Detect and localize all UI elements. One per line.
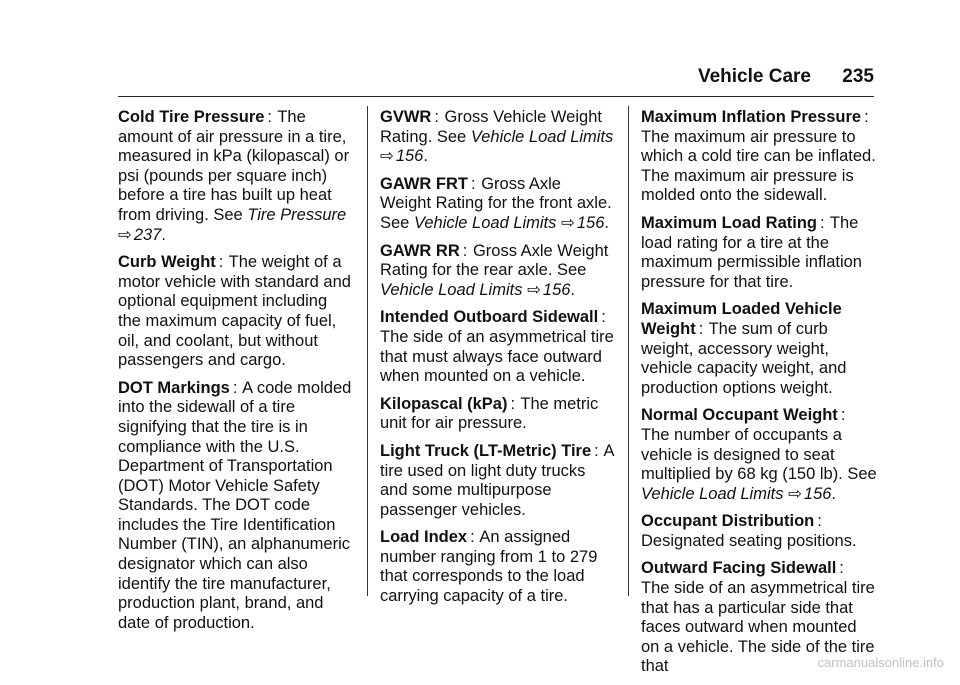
entry-definition: Gross Vehicle Weight Rating. See — [380, 108, 602, 146]
entry-term: Load Index — [380, 528, 468, 547]
entry-definition: The load rating for a tire at the maximum permissible inflation pressure for that tire. — [641, 213, 862, 291]
cross-reference-link[interactable]: Tire Pressure — [247, 205, 347, 224]
entry-term: Curb Weight — [118, 253, 216, 272]
page-reference[interactable]: 156 — [803, 484, 832, 503]
entry-term: DOT Markings — [118, 378, 230, 397]
glossary-entry — [380, 308, 616, 386]
cross-reference-link[interactable]: Vehicle Load Limits — [470, 127, 614, 146]
glossary-entry — [641, 512, 877, 551]
glossary-entry — [641, 214, 877, 292]
entry-end: . — [604, 213, 609, 232]
watermark: carmanualsonline.info — [817, 655, 944, 670]
section-title: Vehicle Care — [697, 66, 812, 87]
entry-definition: A tire used on light duty trucks and some multipurpose passenger vehicles. — [380, 441, 614, 519]
entry-colon: : — [510, 394, 516, 413]
entry-term: Kilopascal (kPa) — [380, 394, 508, 413]
entry-definition: An assigned number ranging from 1 to 279 that corresponds to the load carrying capacity of a tire. — [380, 528, 598, 606]
entry-colon: : — [698, 319, 704, 338]
page-reference[interactable]: 156 — [395, 147, 424, 166]
entry-colon: : — [218, 253, 224, 272]
page-ref-icon: ⇨ — [561, 213, 575, 232]
entry-colon: : — [462, 241, 468, 260]
entry-term: Normal Occupant Weight — [641, 406, 838, 425]
entry-colon: : — [601, 308, 606, 327]
entry-colon: : — [434, 108, 439, 126]
glossary-entry — [641, 300, 877, 398]
glossary-entry — [118, 108, 354, 245]
glossary-entry — [641, 406, 877, 504]
column-3 — [641, 108, 877, 685]
entry-colon: : — [232, 378, 238, 397]
page-ref-icon: ⇨ — [118, 225, 132, 244]
page-header — [698, 66, 874, 88]
entry-term: GAWR FRT — [380, 174, 468, 193]
entry-end: . — [831, 484, 837, 503]
entry-colon: : — [594, 441, 599, 460]
cross-reference-link[interactable]: Vehicle Load Limits — [641, 484, 784, 503]
page-ref-icon: ⇨ — [380, 147, 394, 166]
entry-colon: : — [839, 559, 844, 578]
entry-definition: Designated seating positions. — [641, 531, 857, 550]
entry-definition: Gross Axle Weight Rating for the rear axle. See — [380, 241, 609, 280]
header-rule — [118, 96, 874, 97]
entry-definition: The side of an asymmetrical tire that must always face outward when mounted on a vehicle. — [380, 327, 614, 386]
entry-definition: Gross Axle Weight Rating for the front axle. See — [380, 174, 612, 232]
entry-colon: : — [471, 174, 476, 193]
glossary-entry — [380, 175, 616, 234]
entry-definition: The maximum air pressure to which a cold tire can be inflated. The maximum air pressure is molded onto the sidewall. — [641, 127, 876, 205]
entry-colon: : — [470, 528, 475, 547]
entry-definition: The sum of curb weight, accessory weight, vehicle capacity weight, and production options weight. — [641, 319, 847, 397]
glossary-entry — [118, 379, 354, 634]
glossary-entry — [118, 253, 354, 371]
entry-definition: A code molded into the sidewall of a tire signifying that the tire is in compliance with the U.S. Department of Transportation (DOT) Motor Vehicle Safety Standards. The DOT code includes the Tire Identification Number (TIN), an alphanumeric designator which can also identify the tire manufacturer, production plant, brand, and date of production. — [118, 378, 352, 632]
glossary-entry — [380, 442, 616, 520]
entry-definition: The number of occupants a vehicle is designed to seat multiplied by 68 kg (150 lb). See — [641, 425, 877, 484]
entry-term: Outward Facing Sidewall — [641, 559, 837, 578]
entry-term: Intended Outboard Sidewall — [380, 308, 599, 327]
column-divider-2 — [628, 106, 629, 596]
entry-term: Maximum Inflation Pressure — [641, 108, 862, 126]
glossary-entry — [380, 395, 616, 434]
entry-definition: The weight of a motor vehicle with standard and optional equipment including the maximum capacity of fuel, oil, and coolant, but without passengers and cargo. — [118, 253, 351, 370]
entry-term: GAWR RR — [380, 241, 460, 260]
entry-end: . — [423, 147, 428, 166]
page-reference[interactable]: 237 — [133, 225, 162, 244]
entry-colon: : — [817, 512, 822, 531]
entry-colon: : — [864, 108, 869, 126]
entry-colon: : — [820, 213, 825, 232]
column-1 — [118, 108, 354, 641]
entry-term: Light Truck (LT-Metric) Tire — [380, 441, 592, 460]
entry-end: . — [570, 280, 576, 299]
entry-definition: The side of an asymmetrical tire that has a particular side that faces outward when mounted on a vehicle. The side of the tire that — [641, 579, 875, 676]
entry-end: . — [161, 225, 166, 244]
column-divider-1 — [367, 106, 368, 596]
page-reference[interactable]: 156 — [576, 213, 605, 232]
entry-definition: The amount of air pressure in a tire, measured in kPa (kilopascal) or psi (pounds per square inch) before a tire has built up heat from driving. See — [118, 108, 350, 224]
glossary-entry — [380, 242, 616, 301]
entry-term: GVWR — [380, 108, 432, 126]
entry-definition: The metric unit for air pressure. — [380, 394, 599, 433]
page-ref-icon: ⇨ — [788, 484, 802, 503]
page-reference[interactable]: 156 — [542, 280, 571, 299]
cross-reference-link[interactable]: Vehicle Load Limits — [413, 213, 557, 232]
glossary-entry — [641, 108, 877, 206]
cross-reference-link[interactable]: Vehicle Load Limits — [380, 280, 523, 299]
entry-colon: : — [267, 108, 273, 126]
entry-term: Maximum Load Rating — [641, 213, 818, 232]
entry-term: Maximum Loaded Vehicle Weight — [641, 300, 842, 338]
glossary-entry — [380, 528, 616, 606]
page-ref-icon: ⇨ — [527, 280, 541, 299]
entry-colon: : — [840, 406, 846, 425]
column-2 — [380, 108, 616, 615]
entry-term: Occupant Distribution — [641, 512, 815, 531]
page-number: 235 — [842, 66, 874, 87]
entry-term: Cold Tire Pressure — [118, 108, 265, 126]
glossary-entry — [380, 108, 616, 167]
